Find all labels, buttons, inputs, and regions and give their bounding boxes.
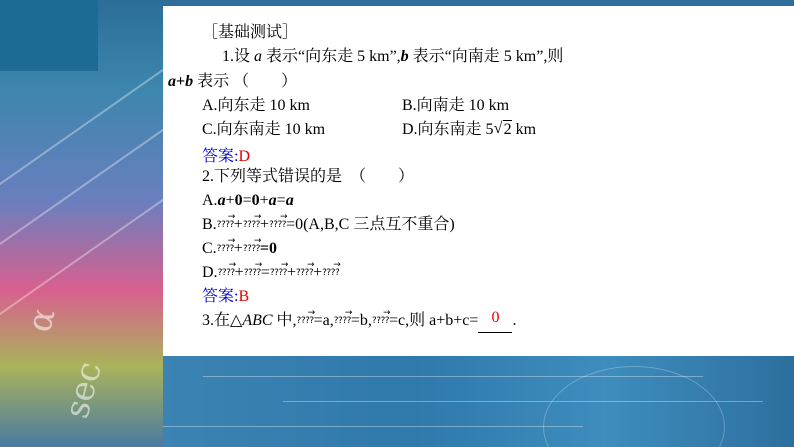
q1-line1: [222, 46, 563, 68]
q2-stem: 2.下列等式错误的是 （ ）: [202, 168, 415, 185]
vector-ca: → ????: [269, 221, 286, 230]
q1-line2-text: 表示 （ ）: [197, 73, 298, 90]
vector-ab: → ????: [217, 221, 234, 230]
q3-eq-a: =a,: [313, 312, 334, 329]
decor-glyph: α: [19, 303, 64, 337]
left-decorative-band: [0, 0, 163, 447]
q2-answer: [202, 286, 249, 308]
bottom-decorative-band: [163, 356, 794, 447]
q2-option-c: C.→ ????+→ ????=0: [202, 238, 277, 260]
q1-option-d-radicand: 2: [503, 121, 512, 138]
decor-glyph: sec: [56, 357, 110, 423]
q1-line2: a+b 表示 （ ）: [168, 73, 298, 90]
vector: → ????: [322, 269, 339, 278]
q2-option-d-prefix: D.: [202, 264, 218, 281]
q2-option-d: D.→ ????+→ ????=→ ????+→ ????+→ ????: [202, 262, 339, 284]
decor-line: [163, 426, 583, 427]
q3-triangle: ABC: [242, 312, 273, 329]
q3-mid1: 中,: [272, 312, 297, 329]
q3-eq-c: =c,则 a+b+c=: [389, 312, 479, 329]
answer-blank: [478, 310, 512, 333]
q3-prefix: 3.在△: [202, 312, 243, 329]
q1-expr-a: a: [168, 73, 176, 90]
q1-option-c: C.向东南走 10 km: [202, 121, 326, 138]
decor-stripe: [0, 106, 163, 257]
q1-option-a: A.向东走 10 km: [202, 97, 311, 114]
q1-option-d: [402, 119, 536, 141]
q1-option-b: B.向南走 10 km: [402, 97, 510, 114]
q1-prefix: 1.设: [222, 48, 255, 65]
section-heading: ［基础测试］: [202, 24, 299, 41]
q1-expr-b: b: [185, 73, 194, 90]
q2-option-b: B.→ ????+→ ????+→ ????=0(A,B,C 三点互不重合): [202, 214, 455, 236]
q3-eq-b: =b,: [350, 312, 372, 329]
vector: → ????: [296, 269, 313, 278]
q1-answer-value: D: [238, 148, 251, 165]
q3-end: .: [512, 312, 517, 329]
q2-answer-value: B: [238, 288, 250, 305]
q1-var-b: b: [400, 48, 409, 65]
q3-blank-answer: 0: [491, 309, 500, 326]
vector-ab: → ????: [217, 245, 234, 254]
vector-ab: → ????: [297, 317, 314, 326]
vector-bc: → ????: [243, 221, 260, 230]
q1-answer: [202, 146, 250, 168]
vector: → ????: [244, 269, 261, 278]
q2-option-b-suffix: =0(A,B,C 三点互不重合): [286, 216, 455, 233]
q2-option-a: A.a+0=0+a=a: [202, 192, 294, 209]
q1-mid1: 表示“向东走 5 km”,: [262, 48, 401, 65]
q1-var-a: a: [254, 48, 263, 65]
q1-answer-label: 答案:: [202, 148, 239, 165]
q1-option-d-suffix: km: [511, 121, 537, 138]
q1-mid2: 表示“向南走 5 km”,则: [408, 48, 564, 65]
vector-bc: → ????: [334, 317, 351, 326]
q2-answer-label: 答案:: [202, 288, 239, 305]
vector-ba: → ????: [243, 245, 260, 254]
q1-option-d-prefix: D.向东南走 5: [402, 121, 494, 138]
top-bar: [163, 0, 794, 6]
vector: → ????: [218, 269, 235, 278]
decor-arc: [543, 366, 725, 447]
q2-option-c-suffix: =0: [259, 240, 278, 257]
vector: → ????: [270, 269, 287, 278]
vector-ca: → ????: [372, 317, 389, 326]
sqrt-symbol: [494, 119, 512, 141]
q3-line: [202, 310, 516, 333]
corner-tab: [0, 0, 98, 71]
